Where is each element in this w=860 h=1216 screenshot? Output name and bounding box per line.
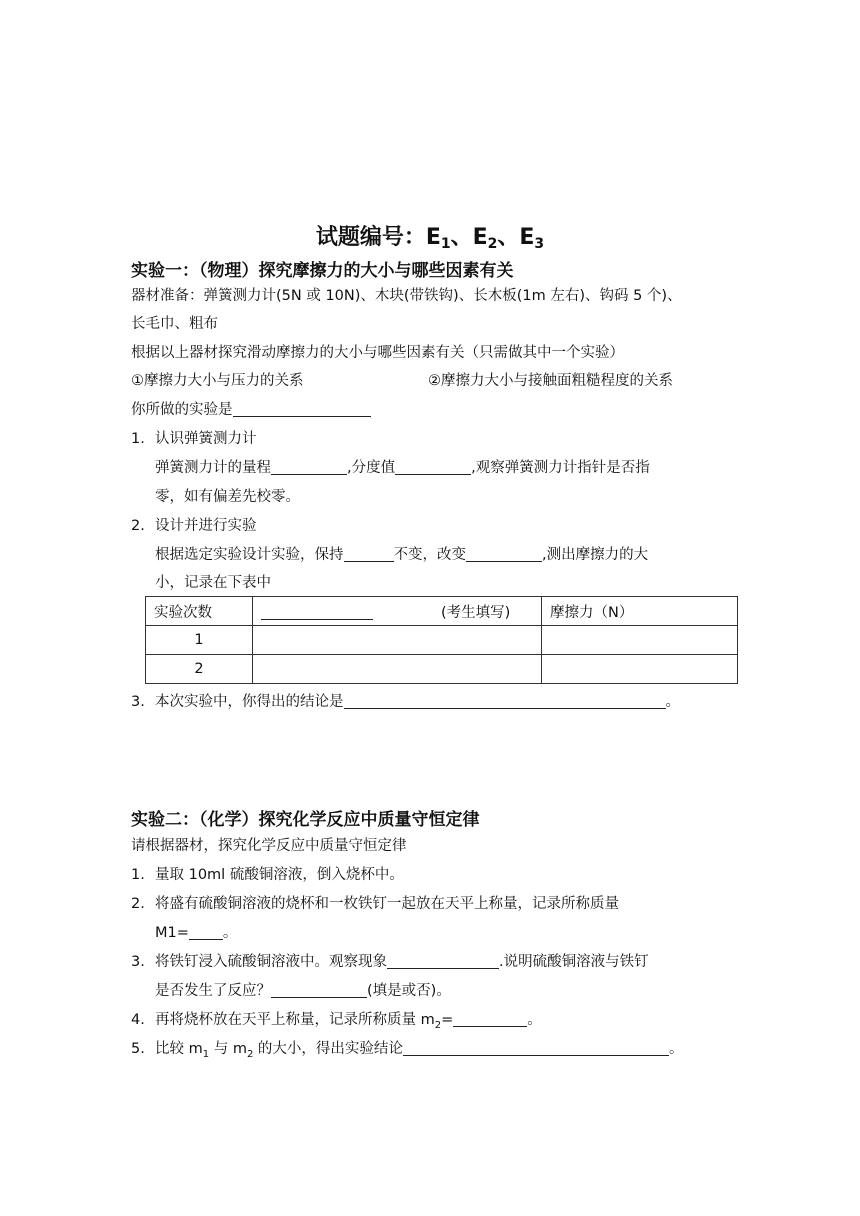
exp2-step2-line1: 2. 将盛有硫酸铜溶液的烧杯和一枚铁钉一起放在天平上称量，记录所称质量 (131, 896, 619, 912)
table-header-trials: 实验次数 (146, 597, 253, 626)
reaction-yes-no-blank[interactable] (271, 981, 367, 998)
table-cell-trial: 2 (146, 655, 253, 684)
exp1-step1-title: 1. 认识弹簧测力计 (131, 431, 257, 447)
exp1-instruction: 根据以上器材探究滑动摩擦力的大小与哪些因素有关（只需做其中一个实验） (131, 345, 624, 361)
exp2-step3-line1: 3. 将铁钉浸入硫酸铜溶液中。观察现象 .说明硫酸铜溶液与铁钉 (131, 954, 649, 970)
exp1-chosen: 你所做的实验是 (131, 400, 371, 420)
exp1-step2-line2: 小，记录在下表中 (155, 575, 271, 591)
exp1-step3: 3. 本次实验中，你得出的结论是 。 (131, 694, 680, 710)
table-row (146, 626, 738, 655)
exp2-heading: 实验二：（化学）探究化学反应中质量守恒定律 (131, 810, 480, 830)
table-header-variable: (考生填写) (253, 597, 542, 626)
page-title: 试题编号：$E_1$、$E_2$、$E_3$ (315, 225, 545, 252)
table-cell-trial: 1 (146, 626, 253, 655)
m2-blank[interactable] (453, 1010, 527, 1027)
record-table (145, 596, 738, 684)
chosen-experiment-blank[interactable] (233, 400, 371, 417)
exp1-step1-line1: 弹簧测力计的量程 ,分度值 ,观察弹簧测力计指针是否指 (155, 460, 650, 476)
exp1-step2-line1: 根据选定实验设计实验，保持 不变，改变 ,测出摩擦力的大 (155, 547, 649, 563)
exp2-step2-line2: M1= 。 (155, 925, 238, 941)
m1-blank[interactable] (189, 923, 223, 940)
phenomenon-blank[interactable] (387, 952, 499, 969)
table-row (146, 655, 738, 684)
exp1-step2-title: 2. 设计并进行实验 (131, 518, 257, 534)
exp1-heading: 实验一：（物理）探究摩擦力的大小与哪些因素有关 (131, 261, 514, 281)
variable-name-blank[interactable] (261, 603, 373, 620)
table-cell-input[interactable] (542, 626, 738, 655)
table-header-friction: 摩擦力（N） (542, 597, 738, 626)
table-header-row (146, 597, 738, 626)
exp2-conclusion-blank[interactable] (403, 1039, 669, 1056)
exp2-step3-line2: 是否发生了反应？ (填是或否)。 (155, 983, 451, 999)
exp1-equipment-line1: 器材准备：弹簧测力计(5N 或 10N)、木块(带铁钩)、长木板(1m 左右)、钩码 5 个)、 (131, 288, 682, 304)
division-blank[interactable] (395, 458, 471, 475)
table-cell-input[interactable] (542, 655, 738, 684)
table-cell-input[interactable] (253, 655, 542, 684)
exp1-step1-line2: 零，如有偏差先校零。 (155, 489, 300, 505)
exp2-intro: 请根据器材，探究化学反应中质量守恒定律 (131, 838, 407, 854)
constant-blank[interactable] (344, 545, 394, 562)
conclusion-blank[interactable] (344, 692, 666, 709)
range-blank[interactable] (271, 458, 347, 475)
exp2-step1: 1. 量取 10ml 硫酸铜溶液，倒入烧杯中。 (131, 867, 404, 883)
exp2-step4: 4. 再将烧杯放在天平上称量，记录所称质量 $m_2=$ 。 (131, 1012, 542, 1031)
exp1-option2: ②摩擦力大小与接触面粗糙程度的关系 (428, 373, 673, 389)
exp1-option1: ①摩擦力大小与压力的关系 (131, 373, 304, 389)
table-cell-input[interactable] (253, 626, 542, 655)
variable-blank[interactable] (466, 545, 542, 562)
exp2-step5: 5. 比较 $m_1$ 与 $m_2$ 的大小，得出实验结论 。 (131, 1041, 684, 1060)
exp1-equipment-line2: 长毛巾、粗布 (131, 316, 218, 332)
